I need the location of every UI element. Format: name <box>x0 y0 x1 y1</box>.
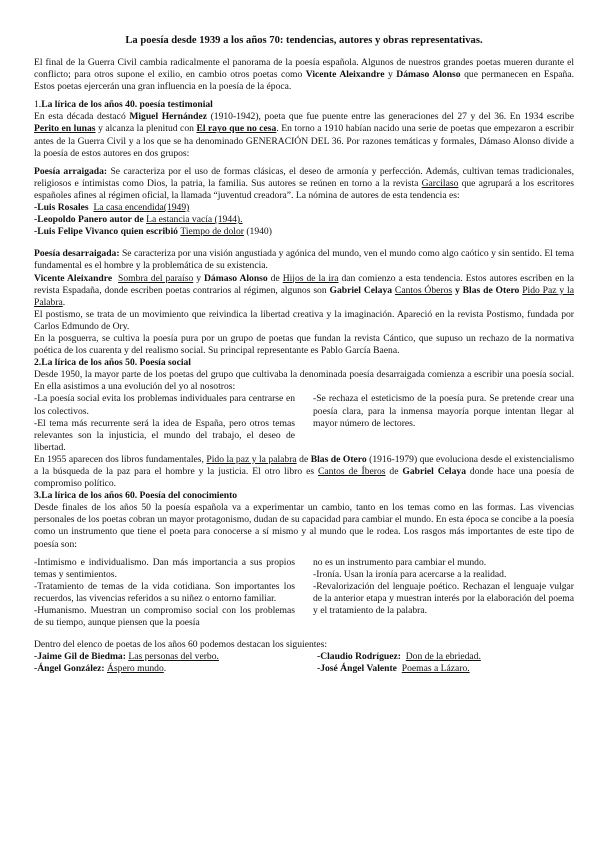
text-run: que permanecen en España. Estos poetas ejercerán una gran influencia en la poesía de la época. <box>34 69 575 93</box>
text-run: (1910-1942), poeta que fue puente entre las generaciones del 27 y del 36. En 1934 escribe <box>207 111 574 123</box>
section-3-columns <box>34 557 574 630</box>
feature-item: -Tratamiento de temas de la vida cotidiana. Son importantes los recuerdos, las vivencias referidos a su niñez o entorno familiar. <box>34 580 295 604</box>
author-name: Dámaso Alonso <box>396 69 461 81</box>
work-title: Áspero mundo <box>107 663 164 675</box>
section-number: 1. <box>34 99 42 111</box>
author-name: -José Ángel Valente <box>317 663 397 675</box>
desarraigada-paragraph <box>34 248 574 272</box>
section-2-intro: Desde 1950, la mayor parte de los poetas del grupo que cultivaba la denominada poesía desarraigada comienza a escribir una poesía social. En ella asistimos a una evolución del yo al nosotros: <box>34 369 574 393</box>
author-name: -Luis Felipe Vivanco quien escribió <box>34 226 181 238</box>
feature-item: -Se rechaza el esteticismo de la poesía pura. Se pretende crear una poesía clara, para la inmensa mayoría porque intentan llegar al mayor número de lectores. <box>313 393 574 429</box>
section-2-paragraph <box>34 454 574 490</box>
author-name: Miguel Hernández <box>129 111 207 123</box>
author-name: Vicente Aleixandre <box>305 69 385 81</box>
work-title: Don de la ebriedad. <box>405 651 481 663</box>
section-title: La lírica de los años 40. poesía testimonial <box>41 99 213 111</box>
postismo-paragraph: El postismo, se trata de un movimiento que reivindica la libertad creativa y la imaginación. Apareció en la revista Postismo, fundada por Carlos Edmundo de Ory. <box>34 308 574 332</box>
feature-item: -El tema más recurrente será la idea de España, pero otros temas relevantes son la injusticia, el mundo del trabajo, el deseo de libertad. <box>34 417 295 453</box>
page-title: La poesía desde 1939 a los años 70: tendencias, autores y obras representativas. <box>125 35 483 46</box>
work-title: La casa encendida(1949) <box>93 202 190 214</box>
text-run: y alcanza la plenitud con <box>95 123 197 135</box>
section-1-heading <box>34 99 574 111</box>
elenco-paragraph: Dentro del elenco de poetas de los años 60 podemos destacan los siguientes: <box>34 639 328 651</box>
author-name: Gabriel Celaya <box>402 466 466 477</box>
feature-item: -La poesía social evita los problemas individuales para centrarse en los colectivos. <box>34 393 295 417</box>
text-run: . <box>62 296 66 308</box>
text-run: Se caracteriza por el uso de formas clásicas, el deseo de armonía y perfección. Además, cultivan temas tradicionales, religiosos e íntimistas como Dios, la patria, la familia. Sus autores se reúnen en torno a la revista <box>34 165 574 189</box>
left-column <box>34 393 295 453</box>
author-name: Vicente Aleixandre <box>34 272 113 284</box>
work-title: Cantos Óberos <box>394 284 453 296</box>
author-list-item <box>34 226 574 238</box>
poets-right <box>317 651 574 675</box>
right-column <box>313 393 574 453</box>
poets-left <box>34 651 317 675</box>
work-title: Cantos de Íberos <box>317 466 386 477</box>
author-name: Blas de Otero <box>310 453 367 465</box>
year: (1940) <box>243 226 272 238</box>
feature-item: -Intimismo e individualismo. Dan más importancia a sus propios temas y sentimientos. <box>34 556 295 580</box>
author-list-item <box>34 214 574 226</box>
left-column <box>34 557 295 630</box>
poet-item <box>317 663 574 675</box>
author-name: -Luis Rosales <box>34 202 89 214</box>
text-run: de <box>267 272 283 284</box>
author-list-item <box>34 202 574 214</box>
feature-item: -Humanismo. Muestran un compromiso social con los problemas de su tiempo, aunque piensen que la poesía <box>34 605 295 629</box>
poets-list <box>34 651 574 675</box>
feature-item: no es un instrumento para cambiar el mundo. <box>313 556 487 568</box>
text-run: que agrupará a los escritores españoles afines al régimen oficial, la llamada “juventud creadora”. La nómina de autores de esta tendencia es: <box>34 177 574 201</box>
arraigada-paragraph <box>34 166 574 202</box>
term-label: Poesía desarraigada: <box>34 248 120 260</box>
text-run: En 1955 aparecen dos libros fundamentales, <box>34 453 207 465</box>
section-2-columns <box>34 393 574 453</box>
author-name: -Leopoldo Panero autor de <box>34 214 147 226</box>
author-name: -Jaime Gil de Biedma: <box>34 651 126 663</box>
author-name: -Claudio Rodríguez: <box>317 651 401 663</box>
term-label: Poesía arraigada: <box>34 165 108 177</box>
author-name: -Ángel González: <box>34 663 105 675</box>
work-title: Las personas del verbo. <box>128 651 219 663</box>
feature-item: -Ironía. Usan la ironía para acercarse a la realidad. <box>313 568 507 580</box>
work-title: La estancia vacía (1944). <box>146 214 243 226</box>
text-run: dan comienzo a esta tendencia. Estos autores escriben en la revista Espadaña, donde escriben poetas contrarios al régimen, algunos son <box>34 272 575 296</box>
text-run: de <box>296 453 311 465</box>
text-run: (1916-1979) que evoluciona desde el existencialismo a la búsqueda de la paz para el hombre y la justicia. El otro libro es <box>34 453 574 477</box>
text-run: En esta década destacó <box>34 111 130 123</box>
section-3-intro: Desde finales de los años 50 la poesía española va a experimentar un cambio, tanto en los temas como en las formas. Las vivencias personales de los poetas cobran un mayor protagonismo, dudan de su capacidad para cambiar el mundo. En esta época se concibe a la poesía como un instrumento que tiene el poeta para conocerse a sí mismo y al mundo que le rodea. Los rasgos más importantes de este tipo de poesía son: <box>34 502 574 550</box>
text-run: y <box>193 272 204 284</box>
feature-item: -Revalorización del lenguaje poético. Rechazan el lenguaje vulgar de la anterior etapa y muestran interés por la elaboración del poema y el tratamiento de la palabra. <box>313 580 574 617</box>
work-title: Pido Paz y la Palabra <box>34 284 574 308</box>
section-1-paragraph <box>34 111 574 159</box>
text-run: donde hace una poesía de compromiso político. <box>34 466 574 490</box>
text-run: y <box>452 284 463 296</box>
work-title: Poemas a Lázaro. <box>401 663 470 675</box>
poet-item <box>317 651 574 663</box>
text-run: de <box>385 466 403 477</box>
work-title: Tiempo de dolor <box>180 226 244 238</box>
author-name: Dámaso Alonso <box>203 272 268 284</box>
poet-item <box>34 651 317 663</box>
work-title: Sombra del paraíso <box>118 272 194 284</box>
desarraigada-authors <box>34 273 574 309</box>
work-title: Perito en lunas <box>34 123 96 135</box>
text-run: . <box>163 663 167 675</box>
text-run: El final de la Guerra Civil cambia radicalmente el panorama de la poesía española. Algunos de nuestros grandes poetas mueren durante el conflicto; para otros supone el exilio, en cambio otros poetas como <box>34 57 574 81</box>
text-run: y <box>384 69 397 81</box>
section-2-heading: 2.La lírica de los años 50. Poesía social <box>34 357 191 369</box>
poet-item <box>34 663 317 675</box>
work-title: Pido la paz y la palabra <box>206 453 297 465</box>
intro-paragraph <box>34 57 574 93</box>
poesia-pura-paragraph: En la posguerra, se cultiva la poesía pura por un grupo de poetas que fundan la revista Cántico, que supuso un rechazo de la normativa poética de los cuarenta y del realismo social. Su principal representante es Pablo García Baena. <box>34 332 574 357</box>
text-run: . En torno a 1910 habían nacido una serie de poetas que empezaron a escribir antes de la Guerra Civil y a los que se ha denominado GENERACIÓN DEL 36. Por razones temáticas y formales, Dámaso Alonso divide a la poesía de estos autores en dos grupos: <box>34 123 574 159</box>
work-title: Hijos de la ira <box>282 272 339 284</box>
right-column <box>313 557 574 630</box>
work-title: El rayo que no cesa <box>196 123 277 135</box>
section-3-heading: 3.La lírica de los años 60. Poesía del conocimiento <box>34 490 238 502</box>
author-name: Blas de Otero <box>462 284 520 296</box>
journal-name: Garcilaso <box>421 177 459 189</box>
text-run: Se caracteriza por una visión angustiada y agónica del mundo, ven el mundo como algo caótico y sin sentido. El tema fundamental es el hombre y la problemática de su existencia. <box>34 248 574 272</box>
author-name: Gabriel Celaya <box>329 284 393 296</box>
